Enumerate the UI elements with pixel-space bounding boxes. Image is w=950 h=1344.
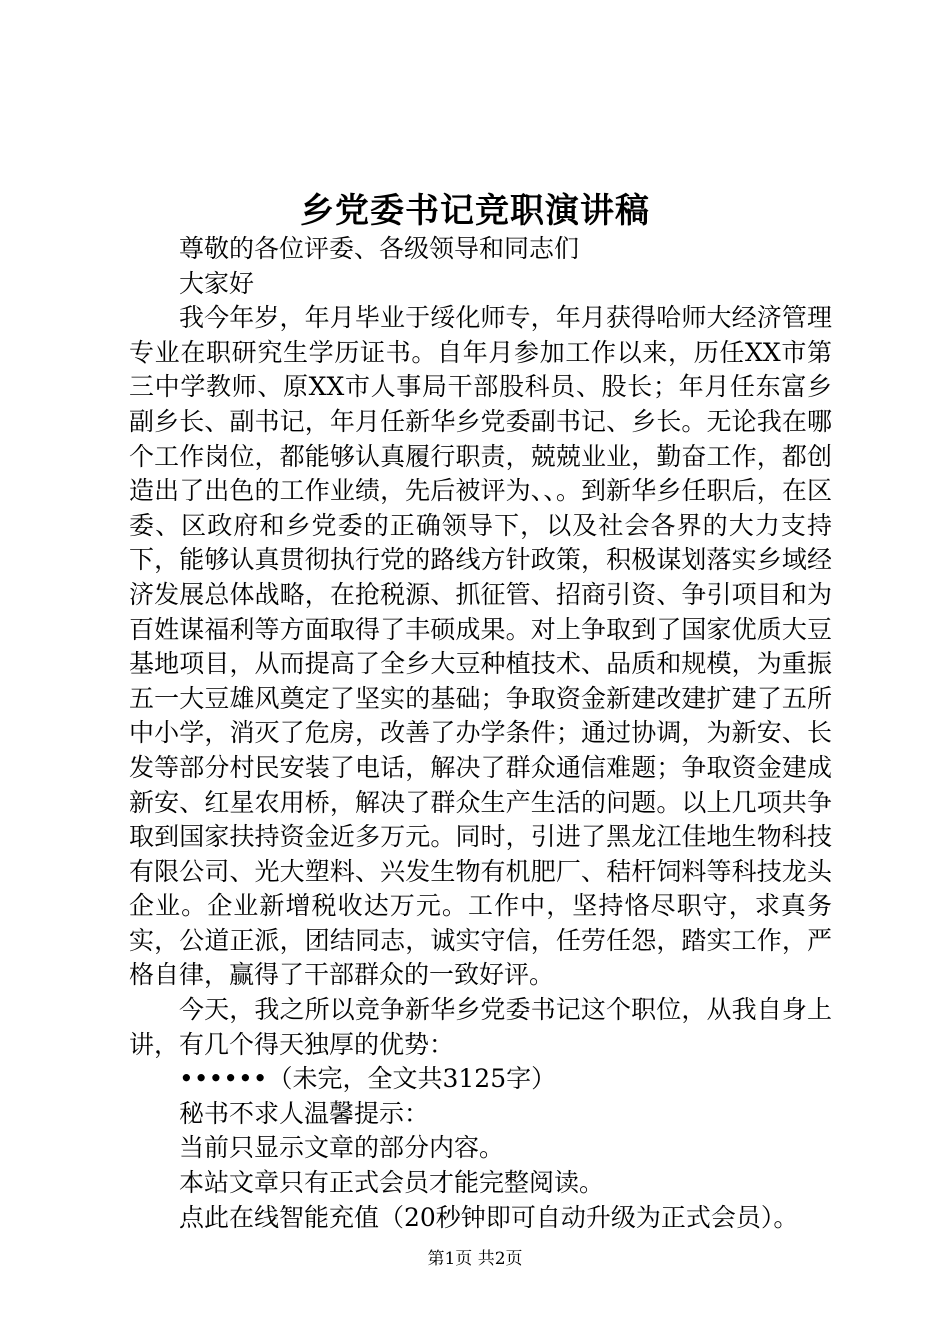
document-body — [129, 232, 832, 1235]
recharge-link[interactable]: 点此在线智能充值（20秒钟即可自动升级为正式会员）。 — [179, 1202, 799, 1232]
tip-heading: 秘书不求人温馨提示： — [179, 1098, 430, 1128]
tip-line: 当前只显示文章的部分内容。 — [179, 1133, 505, 1163]
salutation: 尊敬的各位评委、各级领导和同志们 — [179, 234, 580, 263]
tip-line: 本站文章只有正式会员才能完整阅读。 — [179, 1168, 605, 1198]
greeting: 大家好 — [179, 268, 255, 298]
document-title: 乡党委书记竞职演讲稿 — [300, 191, 650, 231]
body-paragraph: 今天，我之所以竞争新华乡党委书记这个职位，从我自身上讲，有几个得天独厚的优势： — [129, 995, 832, 1059]
body-paragraph: 我今年岁，年月毕业于绥化师专，年月获得哈师大经济管理专业在职研究生学历证书。自年月参加工作以来，历任XX市第三中学教师、原XX市人事局干部股科员、股长；年月任东富乡副乡长、副书记，年月任新华乡党委副书记、乡长。无论我在哪个工作岗位，都能够认真履行职责，兢兢业业，勤奋工作，都创造出了出色的工作业绩，先后被评为、、。到新华乡任职后，在区委、区政府和乡党委的正确领导下，以及社会各界的大力支持下，能够认真贯彻执行党的路线方针政策，积极谋划落实乡域经济发展总体战略，在抢税源、抓征管、招商引资、争引项目和为百姓谋福利等方面取得了丰硕成果。对上争取到了国家优质大豆基地项目，从而提高了全乡大豆种植技术、品质和规模，为重振五一大豆雄风奠定了坚实的基础；争取资金新建改建扩建了五所中小学，消灭了危房，改善了办学条件；通过协调，为新安、长发等部分村民安装了电话，解决了群众通信难题；争取资金建成新安、红星农用桥，解决了群众生产生活的问题。以上几项共争取到国家扶持资金近多万元。同时，引进了黑龙江佳地生物科技有限公司、光大塑料、兴发生物有机肥厂、秸杆饲料等科技龙头企业。企业新增税收达万元。工作中，坚持恪尽职守，求真务实，公道正派，团结同志，诚实守信，任劳任怨，踏实工作，严格自律，赢得了干部群众的一致好评。 — [129, 303, 832, 990]
page-number-footer: 第1页 共2页 — [427, 1249, 523, 1269]
truncation-notice: ••••••（未完，全文共3125字） — [179, 1064, 557, 1094]
